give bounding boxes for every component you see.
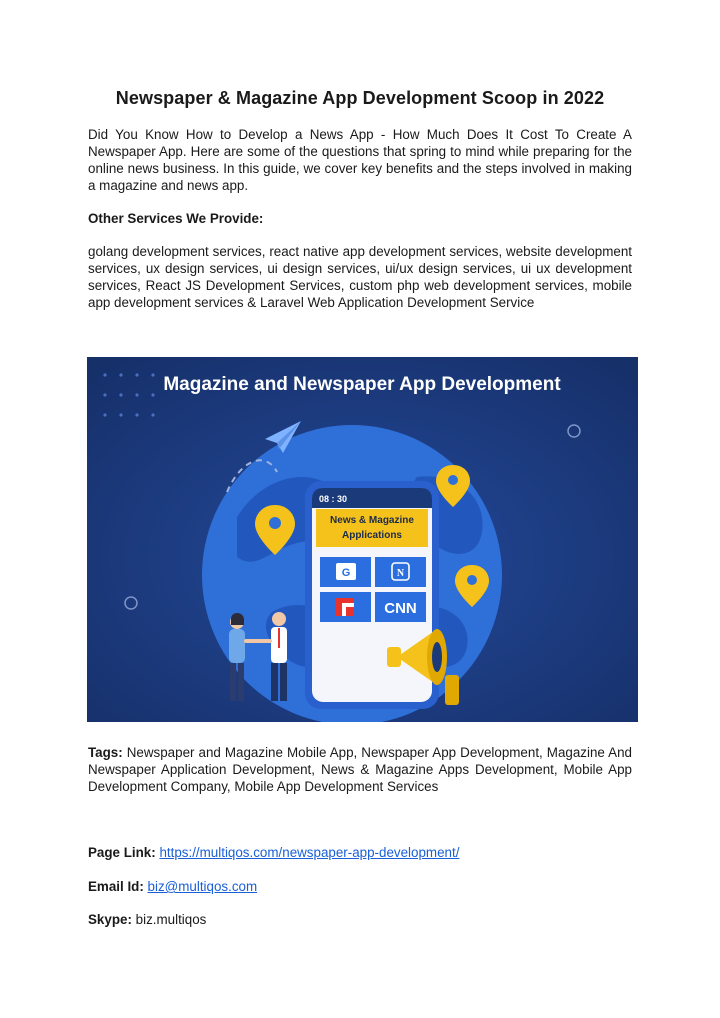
svg-text:N: N [396, 568, 405, 579]
skype-id: biz.multiqos [135, 912, 207, 927]
intro-paragraph: Did You Know How to Develop a News App - How Much Does It Cost To Create A Newspaper App. Here are some of the questions that spring to mind while preparing for the online news business. In this guide, we cover key benefits and the steps involved in making a magazine and news app. [88, 127, 632, 193]
tags-label: Tags: [88, 745, 123, 760]
skype-label: Skype: [88, 912, 132, 927]
tags-text: Newspaper and Magazine Mobile App, Newspaper App Development, Magazine And Newspaper Application Development, News & Magazine Apps Development, Mobile App Development Company, Mobile App Development Services [88, 745, 632, 794]
email-label: Email Id: [88, 879, 144, 894]
svg-text:G: G [341, 567, 351, 579]
phone-title-line2: Applications [341, 530, 403, 541]
page-link-line [88, 844, 632, 861]
page-link[interactable]: https://multiqos.com/newspaper-app-development/ [159, 845, 460, 860]
phone-time: 08 : 30 [319, 494, 348, 504]
phone-title-line1: News & Magazine [330, 515, 414, 526]
email-link[interactable]: biz@multiqos.com [147, 879, 258, 894]
google-news-app-icon [320, 557, 371, 587]
tags-paragraph [88, 744, 632, 795]
page-link-label: Page Link: [88, 845, 156, 860]
services-paragraph: golang development services, react native app development services, website development services, ux design services, ui design services, ui/ux design services, ui ux development services, React JS Development Services, custom php web development services, mobile app development services & Laravel Web Application Development Service [88, 244, 632, 310]
page-title: Newspaper & Magazine App Development Scoop in 2022 [115, 88, 605, 108]
skype-line [88, 911, 632, 928]
svg-text:CNN: CNN [384, 600, 417, 617]
email-line [88, 878, 632, 895]
phone-mockup [305, 481, 439, 709]
cnn-app-icon [375, 592, 426, 622]
newspaper-app-icon [375, 557, 426, 587]
banner-illustration [87, 357, 638, 722]
flipboard-app-icon [320, 592, 371, 622]
services-heading: Other Services We Provide: [88, 211, 264, 226]
banner-headline: Magazine and Newspaper App Development [163, 374, 561, 395]
